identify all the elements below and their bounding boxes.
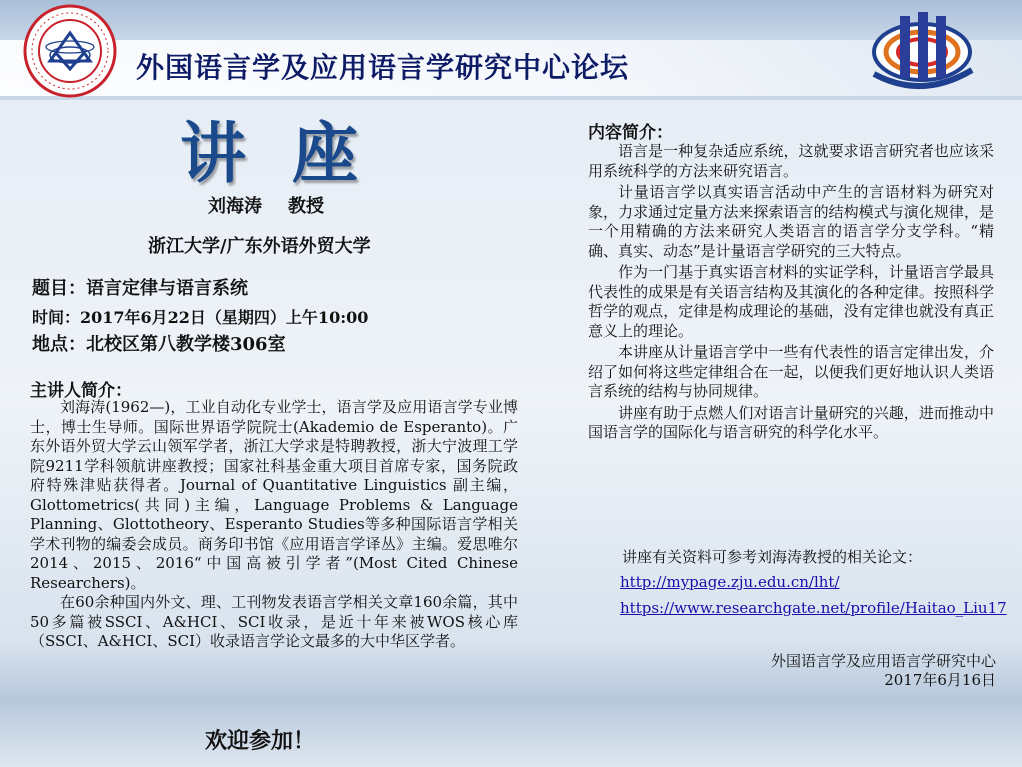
bio-paragraph: 在60余种国内外文、理、工刊物发表语言学相关文章160余篇，其中50多篇被SSCI、A&HCI、SCI收录，是近十年来被WOS核心库（SSCI、A&HCI、SCI）收录语言学论文最多的大中华区学者。	[30, 593, 518, 650]
research-center-logo-icon	[860, 8, 990, 98]
content-paragraph: 语言是一种复杂适应系统，这就要求语言研究者也应该采用系统科学的方法来研究语言。	[588, 142, 994, 180]
content-heading: 内容简介：	[588, 123, 673, 143]
content-paragraph: 作为一门基于真实语言材料的实证学科，计量语言学最具代表性的成果是有关语言结构及其演化的各种定律。按照科学哲学的观点，定律是构成理论的基础，没有定律也就没有真正意义上的理论。	[588, 263, 994, 340]
content-section	[588, 142, 994, 445]
time-line: 时间：2017年6月22日（星期四）上午10:00	[32, 308, 369, 327]
content-paragraph: 讲座有助于点燃人们对语言计量研究的兴趣，进而推动中国语言学的国际化与语言研究的科学化水平。	[588, 403, 994, 441]
speaker-name: 刘海涛	[208, 196, 262, 217]
bio-paragraph: 刘海涛(1962—)，工业自动化专业学士，语言学及应用语言学专业博士，博士生导师。国际世界语学院院士(Akademio de Esperanto)。广东外语外贸大学云山领军学者，浙江大学求是特聘教授，浙大宁波理工学院9211学科领航讲座教授；国家社科基金重大项目首席专家，国务院政府特殊津贴获得者。Journal of Quantitative Linguistics 副主编，Glottometrics(共同)主编，Language Problems & Language Planning、Glottotheory、Esperanto Studies等多种国际语言学相关学术刊物的编委会成员。商务印书馆《应用语言学译丛》主编。爱思唯尔2014、2015、2016“中国高被引学者”(Most Cited Chinese Researchers)。	[30, 398, 518, 592]
place-line: 地点：北校区第八教学楼306室	[32, 334, 286, 355]
bio-section	[30, 398, 518, 652]
speaker-title: 教授	[288, 196, 324, 217]
bio-heading: 主讲人简介：	[30, 381, 132, 401]
forum-title: 外国语言学及应用语言学研究中心论坛	[136, 51, 630, 84]
speaker-affiliation: 浙江大学/广东外语外贸大学	[148, 236, 371, 257]
welcome-message: 欢迎参加！	[205, 729, 316, 754]
researchgate-link[interactable]: https://www.researchgate.net/profile/Haitao_Liu17	[620, 599, 1007, 617]
homepage-link[interactable]: http://mypage.zju.edu.cn/lht/	[620, 573, 840, 591]
header	[0, 0, 1022, 100]
organizer-name: 外国语言学及应用语言学研究中心	[770, 652, 996, 670]
notice-date: 2017年6月16日	[884, 671, 996, 689]
topic-line: 题目：语言定律与语言系统	[32, 278, 248, 299]
references-intro: 讲座有关资料可参考刘海涛教授的相关论文：	[622, 548, 923, 566]
lecture-title: 讲座	[180, 115, 404, 192]
content-paragraph: 本讲座从计量语言学中一些有代表性的语言定律出发，介绍了如何将这些定律组合在一起，以便我们更好地认识人类语言系统的结构与协同规律。	[588, 343, 994, 400]
content-paragraph: 计量语言学以真实语言活动中产生的言语材料为研究对象，力求通过定量方法来探索语言的结构模式与演化规律，是一个用精确的方法来研究人类语言的语言学分支学科。“精确、真实、动态”是计量语言学研究的三大特点。	[588, 183, 994, 260]
university-seal-icon	[22, 3, 118, 99]
speaker-line	[208, 192, 324, 218]
